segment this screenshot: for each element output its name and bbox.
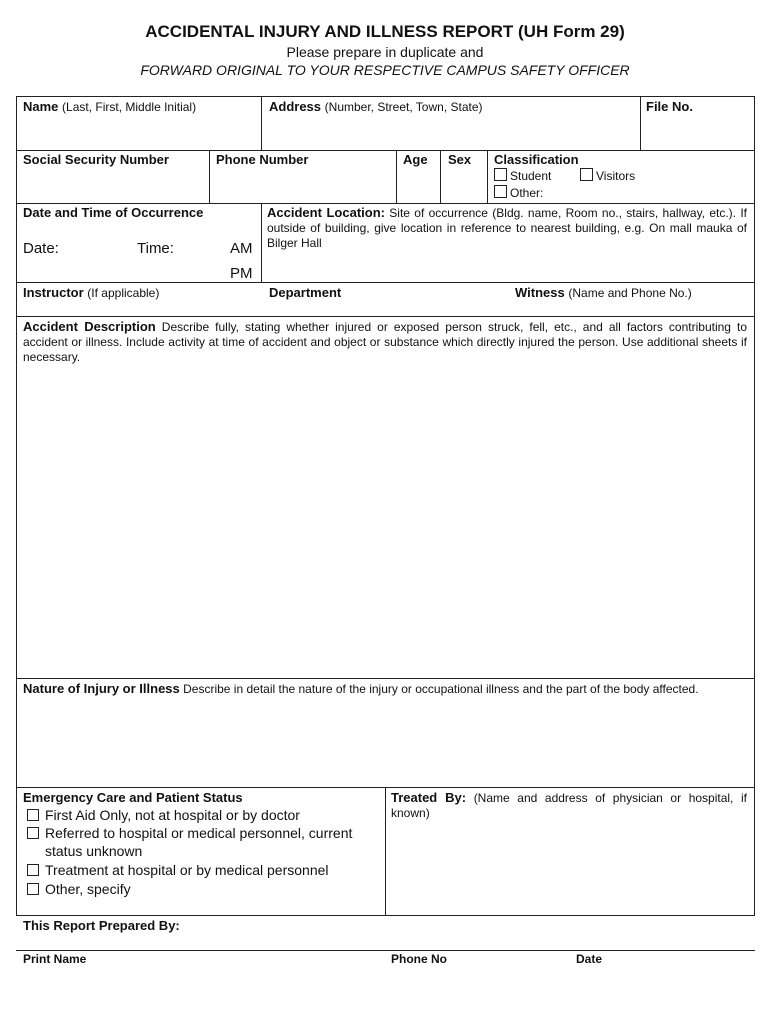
name-hint: (Last, First, Middle Initial) <box>62 100 197 114</box>
name-field[interactable] <box>23 99 196 114</box>
time-field[interactable] <box>137 240 174 257</box>
witness-hint: (Name and Phone No.) <box>568 286 692 300</box>
student-label: Student <box>510 169 552 183</box>
location-text: Site of occurrence (Bldg. name, Room no., stairs, hallway, etc.). If outside of building, give location in reference to nearest building, e.g. On mall mauka of Bilger Hall <box>267 206 747 250</box>
ssn-field[interactable] <box>23 152 169 167</box>
checkbox-icon <box>27 827 39 839</box>
date-label-footer: Date <box>576 952 603 966</box>
date-label: Date: <box>23 240 59 257</box>
department-label: Department <box>269 285 342 300</box>
checkbox-student[interactable] <box>494 168 551 183</box>
instructor-hint: (If applicable) <box>87 286 160 300</box>
form-title: ACCIDENTAL INJURY AND ILLNESS REPORT (UH Form 29) <box>145 22 625 41</box>
datetime-label: Date and Time of Occurrence <box>23 205 204 220</box>
sex-label: Sex <box>448 152 472 167</box>
option-label-continued: status unknown <box>45 843 143 859</box>
address-hint: (Number, Street, Town, State) <box>324 100 483 114</box>
checkbox-icon <box>27 809 39 821</box>
nature-text: Describe in detail the nature of the injury or occupational illness and the part of the body affected. <box>183 682 699 696</box>
other-label: Other: <box>510 186 544 200</box>
option-label: Referred to hospital or medical personnel, current <box>45 825 353 841</box>
print-name-label: Print Name <box>23 952 87 966</box>
department-field[interactable] <box>269 285 341 300</box>
checkbox-icon <box>580 168 593 181</box>
file-no-field[interactable] <box>646 99 693 114</box>
accident-location-field[interactable] <box>267 205 747 251</box>
prepared-by-label: This Report Prepared By: <box>23 918 180 933</box>
phone-no-label: Phone No <box>391 952 447 966</box>
phone-field[interactable] <box>216 152 308 167</box>
signature-line <box>16 950 755 951</box>
age-label: Age <box>403 152 428 167</box>
emergency-label: Emergency Care and Patient Status <box>23 790 243 805</box>
classification-label: Classification <box>494 152 579 167</box>
location-label: Accident Location: <box>267 205 385 220</box>
instructor-label: Instructor <box>23 285 84 300</box>
option-label: Treatment at hospital or by medical personnel <box>45 862 329 878</box>
sex-field[interactable] <box>448 152 471 167</box>
description-label: Accident Description <box>23 319 156 334</box>
description-text: Describe fully, stating whether injured or exposed person struck, fell, etc., and all factors contributing to accident or illness. Include activity at time of accident and object or substance which directly injured the person. Use additional sheets if necessary. <box>23 320 748 364</box>
emergency-option-treatment[interactable] <box>27 861 329 879</box>
treated-text: (Name and address of physician or hospital, if known) <box>391 791 747 820</box>
date-field[interactable] <box>23 240 59 257</box>
ssn-label: Social Security Number <box>23 152 169 167</box>
form-instruction: FORWARD ORIGINAL TO YOUR RESPECTIVE CAMPUS SAFETY OFFICER <box>140 62 630 78</box>
pm-option[interactable]: PM <box>230 265 253 282</box>
visitors-label: Visitors <box>596 169 636 183</box>
checkbox-icon <box>494 185 507 198</box>
option-label: First Aid Only, not at hospital or by doctor <box>45 807 300 823</box>
address-field[interactable] <box>269 99 483 114</box>
treated-label: Treated By: <box>391 790 467 805</box>
accident-description-field[interactable] <box>23 319 747 365</box>
am-option[interactable]: AM <box>230 240 253 257</box>
emergency-option-referred[interactable] <box>27 824 352 842</box>
nature-of-injury-field[interactable] <box>23 681 747 697</box>
address-label: Address <box>269 99 322 114</box>
witness-field[interactable] <box>515 285 692 300</box>
witness-label: Witness <box>515 285 565 300</box>
name-label: Name <box>23 99 59 114</box>
time-label: Time: <box>137 240 174 257</box>
emergency-option-other[interactable] <box>27 880 131 898</box>
nature-label: Nature of Injury or Illness <box>23 681 180 696</box>
checkbox-icon <box>27 883 39 895</box>
option-label: Other, specify <box>45 881 131 897</box>
checkbox-icon <box>494 168 507 181</box>
form-subtitle: Please prepare in duplicate and <box>286 44 484 60</box>
phone-label: Phone Number <box>216 152 309 167</box>
instructor-field[interactable] <box>23 285 159 300</box>
emergency-option-first-aid[interactable] <box>27 806 300 824</box>
treated-by-field[interactable] <box>391 790 747 821</box>
checkbox-visitors[interactable] <box>580 168 635 183</box>
checkbox-other[interactable] <box>494 185 543 200</box>
age-field[interactable] <box>403 152 428 167</box>
checkbox-icon <box>27 864 39 876</box>
file-no-label: File No. <box>646 99 693 114</box>
